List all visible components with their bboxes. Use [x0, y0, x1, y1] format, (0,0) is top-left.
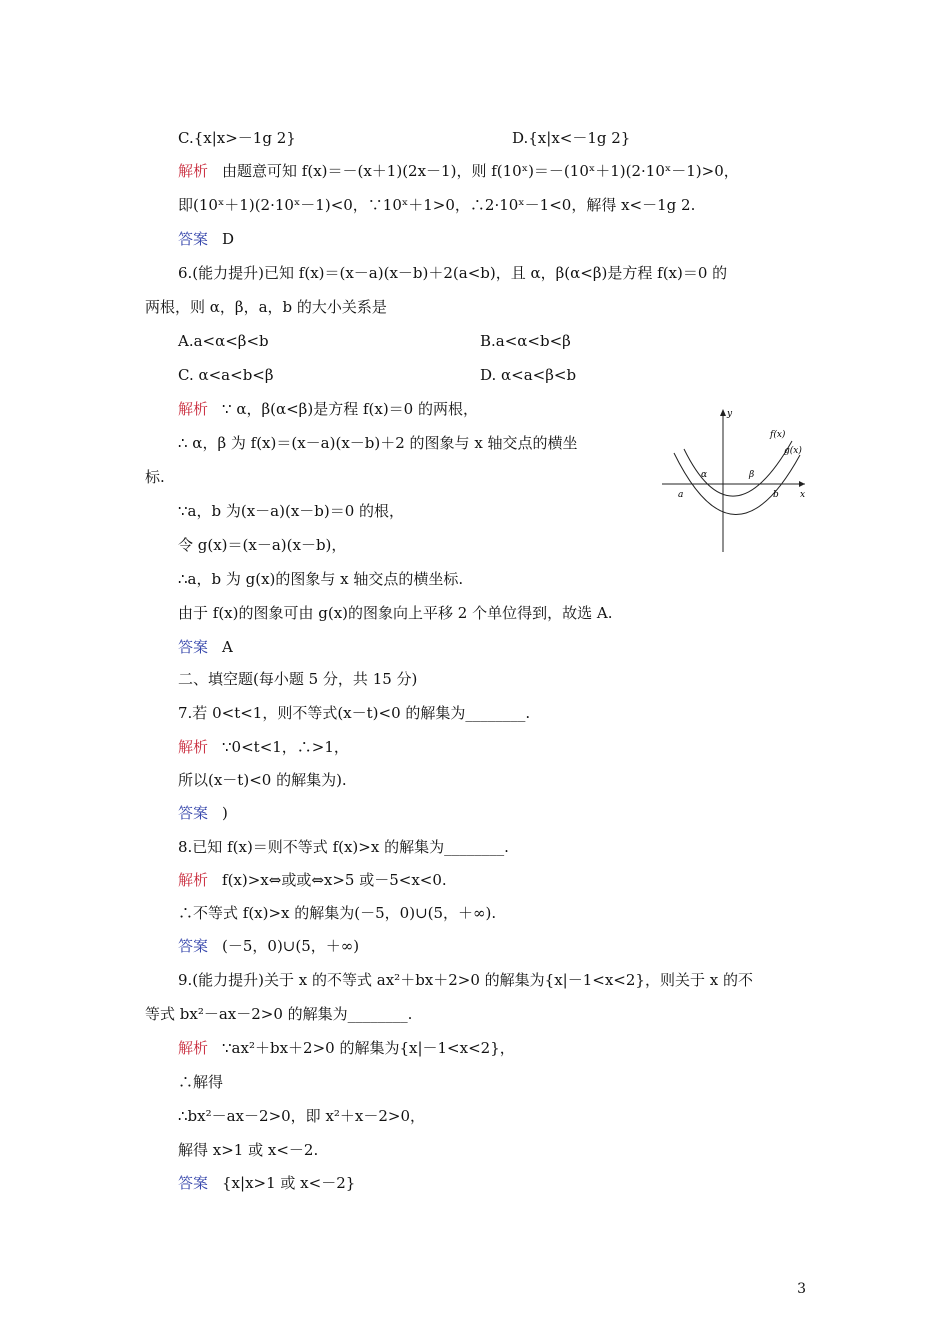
text-line [178, 636, 233, 658]
line-text: 由题意可知 f(x)＝－(x＋1)(2x－1)，则 f(10ˣ)＝－(10ˣ＋1)(2·10ˣ－1)>0， [222, 162, 739, 180]
line-text: ∵0<t<1，∴>1， [222, 738, 349, 756]
analysis-label: 解析 [178, 738, 209, 756]
line-text: ∵a，b 为(x－a)(x－b)＝0 的根， [178, 502, 405, 520]
text-line [178, 668, 417, 690]
line-text: 解得 x>1 或 x<－2. [178, 1141, 319, 1159]
line-text: ∵ax²＋bx＋2>0 的解集为{x|－1<x<2}， [222, 1039, 515, 1057]
text-line [480, 330, 571, 352]
analysis-label: 解析 [178, 400, 209, 418]
beta-label: β [749, 470, 755, 480]
text-line [480, 364, 576, 386]
line-text: (－5，0)∪(5，＋∞) [222, 937, 360, 955]
answer-label: 答案 [178, 937, 209, 955]
text-line [178, 228, 234, 250]
y-label: y [727, 409, 733, 419]
text-line [178, 802, 228, 824]
line-text: C.{x|x>－1g 2} [178, 129, 296, 147]
text-line [178, 736, 349, 758]
line-text: 标. [145, 468, 165, 486]
line-text: 7.若 0<t<1，则不等式(x－t)<0 的解集为________. [178, 704, 531, 722]
line-text: ∴a，b 为 g(x)的图象与 x 轴交点的横坐标. [178, 570, 464, 588]
analysis-label: 解析 [178, 871, 209, 889]
line-text: 8.已知 f(x)＝则不等式 f(x)>x 的解集为________. [178, 838, 509, 856]
parabola-figure [660, 405, 810, 555]
text-line [178, 1105, 425, 1127]
x-label: x [800, 490, 806, 500]
text-line [178, 160, 739, 182]
analysis-label: 解析 [178, 1039, 209, 1057]
g-label: g(x) [784, 446, 802, 456]
text-line [178, 500, 404, 522]
text-line [178, 432, 578, 454]
line-text: 等式 bx²－ax－2>0 的解集为________. [145, 1005, 413, 1023]
text-line [178, 602, 612, 624]
answer-label: 答案 [178, 638, 209, 656]
line-text: D. α<a<β<b [480, 366, 577, 384]
line-text: 所以(x－t)<0 的解集为). [178, 771, 347, 789]
text-line [178, 1139, 318, 1161]
answer-label: 答案 [178, 230, 209, 248]
x-axis-arrow [799, 481, 805, 487]
text-line [178, 534, 346, 556]
line-text: f(x)>x⇔或或⇔x>5 或－5<x<0. [222, 871, 447, 889]
text-line [178, 127, 296, 149]
text-line [178, 330, 269, 352]
text-line [178, 869, 447, 891]
line-text: A [222, 638, 233, 656]
line-text: 9.(能力提升)关于 x 的不等式 ax²＋bx＋2>0 的解集为{x|－1<x<2}，则关于 x 的不 [178, 971, 753, 989]
analysis-label: 解析 [178, 162, 209, 180]
text-line [178, 398, 478, 420]
line-text: 6.(能力提升)已知 f(x)＝(x－a)(x－b)＋2(a<b)，且 α，β(α<β)是方程 f(x)＝0 的 [178, 264, 728, 282]
text-line [178, 702, 530, 724]
y-axis-arrow [720, 409, 726, 416]
line-text: ∴解得 [178, 1073, 224, 1091]
answer-label: 答案 [178, 1174, 209, 1192]
line-text: ∴ α，β 为 f(x)＝(x－a)(x－b)＋2 的图象与 x 轴交点的横坐 [178, 434, 578, 452]
line-text: A.a<α<β<b [178, 332, 269, 350]
text-line [145, 466, 165, 488]
line-text: 两根，则 α，β，a，b 的大小关系是 [145, 298, 387, 316]
line-text: 令 g(x)＝(x－a)(x－b)， [178, 536, 347, 554]
text-line [145, 1003, 412, 1025]
line-text: {x|x>1 或 x<－2} [222, 1174, 356, 1192]
line-text: ∵ α，β(α<β)是方程 f(x)＝0 的两根， [222, 400, 478, 418]
line-text: C. α<a<b<β [178, 366, 274, 384]
alpha-label: α [701, 470, 708, 480]
page-number: 3 [797, 1281, 806, 1297]
line-text: ∴不等式 f(x)>x 的解集为(－5，0)∪(5，＋∞). [178, 904, 497, 922]
text-line [512, 127, 630, 149]
text-line [178, 364, 274, 386]
f-label: f(x) [770, 430, 786, 440]
line-text: B.a<α<b<β [480, 332, 571, 350]
line-text: 二、填空题(每小题 5 分，共 15 分) [178, 670, 418, 688]
line-text: ) [222, 804, 228, 822]
text-line [178, 1071, 223, 1093]
text-line [178, 836, 509, 858]
line-text: D [222, 230, 235, 248]
line-text: 由于 f(x)的图象可由 g(x)的图象向上平移 2 个单位得到，故选 A. [178, 604, 613, 622]
a-label: a [678, 490, 684, 500]
text-line [178, 194, 695, 216]
text-line [178, 1037, 515, 1059]
f-curve [684, 441, 792, 496]
text-line [178, 568, 463, 590]
line-text: ∴bx²－ax－2>0，即 x²＋x－2>0， [178, 1107, 426, 1125]
text-line [178, 969, 753, 991]
line-text: D.{x|x<－1g 2} [512, 129, 631, 147]
text-line [178, 935, 359, 957]
text-line [178, 902, 496, 924]
text-line [178, 262, 727, 284]
text-line [178, 769, 347, 791]
answer-label: 答案 [178, 804, 209, 822]
text-line [145, 296, 387, 318]
b-label: b [773, 490, 779, 500]
text-line [178, 1172, 355, 1194]
line-text: 即(10ˣ＋1)(2·10ˣ－1)<0，∵10ˣ＋1>0，∴2·10ˣ－1<0，解得 x<－1g 2. [178, 196, 696, 214]
